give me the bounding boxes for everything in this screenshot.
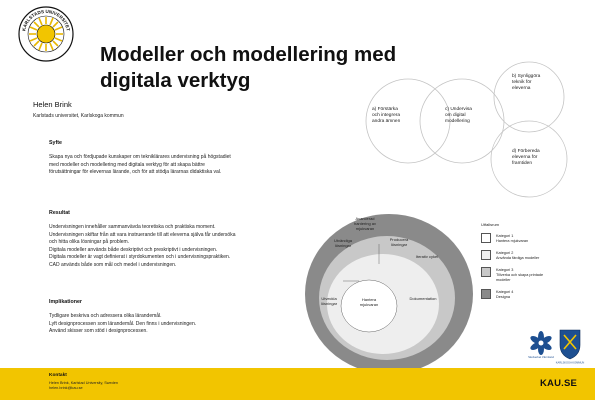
skolverket-logo xyxy=(528,329,554,365)
university-logo xyxy=(18,6,74,62)
venn-label-c: c) Undervisa om digital modellering xyxy=(445,107,472,124)
legend-swatch xyxy=(481,233,491,243)
syfte-line: Skapa nya och fördjupade kunskaper om tekniklärares undervisning på högstadiet xyxy=(49,154,231,160)
implikationer-line: Tydligare beskriva och adressera olika lärandemål. xyxy=(49,313,162,319)
kommun-text: KARLSKOGA KOMMUN xyxy=(555,361,585,365)
venn-label-a: a) Förstärka och integrera andra ämnen xyxy=(372,107,401,124)
resultat-text xyxy=(49,224,309,270)
implikationer-text xyxy=(49,313,309,336)
legend-swatch xyxy=(481,289,491,299)
resultat-line: Undervisningen skiftar från att vara instruerande till att eleverna själva får undersöka xyxy=(49,231,236,238)
logo-text: KARLSTADS UNIVERSITET xyxy=(21,8,71,32)
kontakt-email[interactable]: helen.brink@kau.se xyxy=(49,386,83,390)
kau-brand[interactable]: KAU.SE xyxy=(540,378,578,389)
outcome-space-diagram xyxy=(303,208,475,380)
legend-swatch xyxy=(481,267,491,277)
legend-item: Kategori 3 Tillverka och skapa printade modeller xyxy=(481,268,561,283)
resultat-line: Digitala modeller används både deskriptivt och preskriptivt i undervisningen. xyxy=(49,246,218,253)
syfte-text xyxy=(49,154,309,177)
karlskoga-logo xyxy=(555,329,585,365)
kontakt-heading: Kontakt xyxy=(49,373,67,378)
label-producera: Producera lösningar xyxy=(389,237,409,247)
implikationer-line: Lyft designprocessen som lärandemål. Den finns i undervisningen. xyxy=(49,320,197,327)
venn-circle-b xyxy=(494,62,564,132)
label-dokumentation: Dokumentation xyxy=(409,296,437,301)
implikationer-heading: Implikationer xyxy=(49,299,82,305)
resultat-heading: Resultat xyxy=(49,210,70,216)
title-line-2: digitala verktyg xyxy=(100,69,251,92)
label-utveckla: Utveckla lösningar xyxy=(320,296,338,306)
author-affiliation: Karlstads universitet, Karlskoga kommun xyxy=(33,113,124,119)
category-legend xyxy=(481,222,561,307)
label-hantera: Hantera mjukvaran xyxy=(359,297,379,307)
venn-diagram xyxy=(350,55,590,210)
legend-title: Utfallsrum xyxy=(481,222,500,227)
author-name: Helen Brink xyxy=(33,100,72,109)
legend-item: Kategori 1 Hantera mjukvaran xyxy=(481,234,561,244)
skolverket-text: Skolverket Värmland xyxy=(528,355,554,359)
skolverket-icon xyxy=(528,329,554,365)
title-line-1: Modeller och modellering med xyxy=(100,43,397,66)
venn-label-d: d) Förbereda eleverna för framtiden xyxy=(512,149,540,166)
kontakt-line: Helen Brink, Karlstad University, Sweden xyxy=(49,381,118,385)
syfte-line: med modeller och modellering med digitala verktyg för att skapa bättre xyxy=(49,161,205,168)
syfte-heading: Syfte xyxy=(49,140,62,146)
implikationer-line: Använd skisser som stöd i designprocessen. xyxy=(49,328,148,335)
syfte-line: förutsättningar för elevernas lärande, och för att stödja lärarnas didaktiska val. xyxy=(49,169,222,176)
label-utvandiga: Utvändiga lösningar xyxy=(333,238,352,248)
resultat-line: Undervisningen innehåller sammanvävda teoretiska och praktiska moment. xyxy=(49,224,216,230)
kontakt-text xyxy=(49,381,118,391)
label-iterativ: Iterativ cykel xyxy=(415,254,439,259)
legend-item: Kategori 2 Använda färdiga modeller xyxy=(481,251,561,261)
venn-label-b: b) Synliggöra teknik för eleverna xyxy=(512,74,541,91)
sun-logo-icon xyxy=(18,6,74,62)
resultat-line: CAD används både som mål och medel i undervisningen. xyxy=(49,261,177,268)
resultat-line: och hitta olika lösningar på problem. xyxy=(49,239,130,246)
legend-item: Kategori 4 Designa xyxy=(481,290,561,300)
label-avancerad: Avancerad hantering av mjukvaran xyxy=(353,216,376,231)
coat-of-arms-icon xyxy=(555,329,585,365)
resultat-line: Digitala modeller är vagt definierat i styrdokumenten och i undervisningspraktiken. xyxy=(49,254,231,261)
legend-swatch xyxy=(481,250,491,260)
